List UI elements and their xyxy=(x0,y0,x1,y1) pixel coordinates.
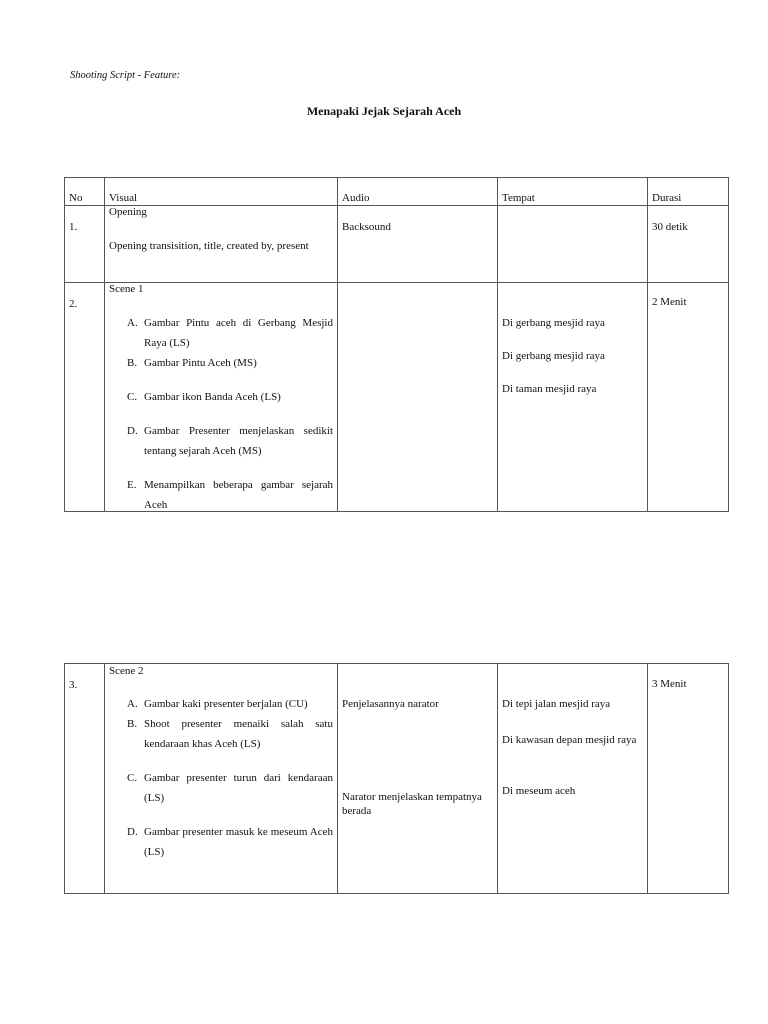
visual-heading: Scene 2 xyxy=(109,665,144,677)
shooting-script-table-1 xyxy=(64,177,729,512)
table-header-row xyxy=(65,178,729,206)
duration-text: 3 Menit xyxy=(652,678,687,690)
table-row xyxy=(65,206,729,283)
shooting-script-table-2 xyxy=(64,663,729,894)
header-audio: Audio xyxy=(338,178,498,206)
table-row xyxy=(65,664,729,894)
header-visual: Visual xyxy=(105,178,338,206)
audio-text: Backsound xyxy=(342,221,391,233)
list-item: E. Menampilkan beberapa gambar sejarah Aceh xyxy=(127,479,333,511)
location-text: Di gerbang mesjid raya xyxy=(502,350,605,362)
document-title: Menapaki Jejak Sejarah Aceh xyxy=(306,104,462,118)
duration-text: 30 detik xyxy=(652,221,688,233)
list-item: A. Gambar Pintu aceh di Gerbang Mesjid Raya (LS) xyxy=(127,317,333,349)
location-text: Di meseum aceh xyxy=(502,785,576,797)
row-number: 3. xyxy=(69,679,78,691)
row-number: 2. xyxy=(69,298,78,310)
list-item: C. Gambar ikon Banda Aceh (LS) xyxy=(127,391,281,403)
list-item: B. Shoot presenter menaiki salah satu kendaraan khas Aceh (LS) xyxy=(127,718,333,750)
visual-text: Opening transisition, title, created by, present xyxy=(109,240,309,252)
header-no: No xyxy=(65,178,105,206)
visual-heading: Opening xyxy=(109,206,147,218)
table-row xyxy=(65,283,729,512)
row-number: 1. xyxy=(69,221,78,233)
list-item: B. Gambar Pintu Aceh (MS) xyxy=(127,357,257,369)
location-text: Di tepi jalan mesjid raya xyxy=(502,698,611,710)
list-item: D. Gambar Presenter menjelaskan sedikit tentang sejarah Aceh (MS) xyxy=(127,425,333,457)
audio-text: Penjelasannya narator xyxy=(342,698,439,710)
document-subtitle: Shooting Script - Feature: xyxy=(70,70,181,81)
location-text: Di kawasan depan mesjid raya xyxy=(502,734,637,746)
list-item: A. Gambar kaki presenter berjalan (CU) xyxy=(127,698,308,710)
location-text: Di gerbang mesjid raya xyxy=(502,317,605,329)
header-durasi: Durasi xyxy=(648,178,729,206)
duration-text: 2 Menit xyxy=(652,296,687,308)
location-text: Di taman mesjid raya xyxy=(502,383,597,395)
list-item: D. Gambar presenter masuk ke meseum Aceh (LS) xyxy=(127,826,333,858)
header-tempat: Tempat xyxy=(498,178,648,206)
visual-heading: Scene 1 xyxy=(109,283,144,295)
list-item: C. Gambar presenter turun dari kendaraan (LS) xyxy=(127,772,333,804)
audio-text: Narator menjelaskan tempatnya berada xyxy=(342,791,482,817)
